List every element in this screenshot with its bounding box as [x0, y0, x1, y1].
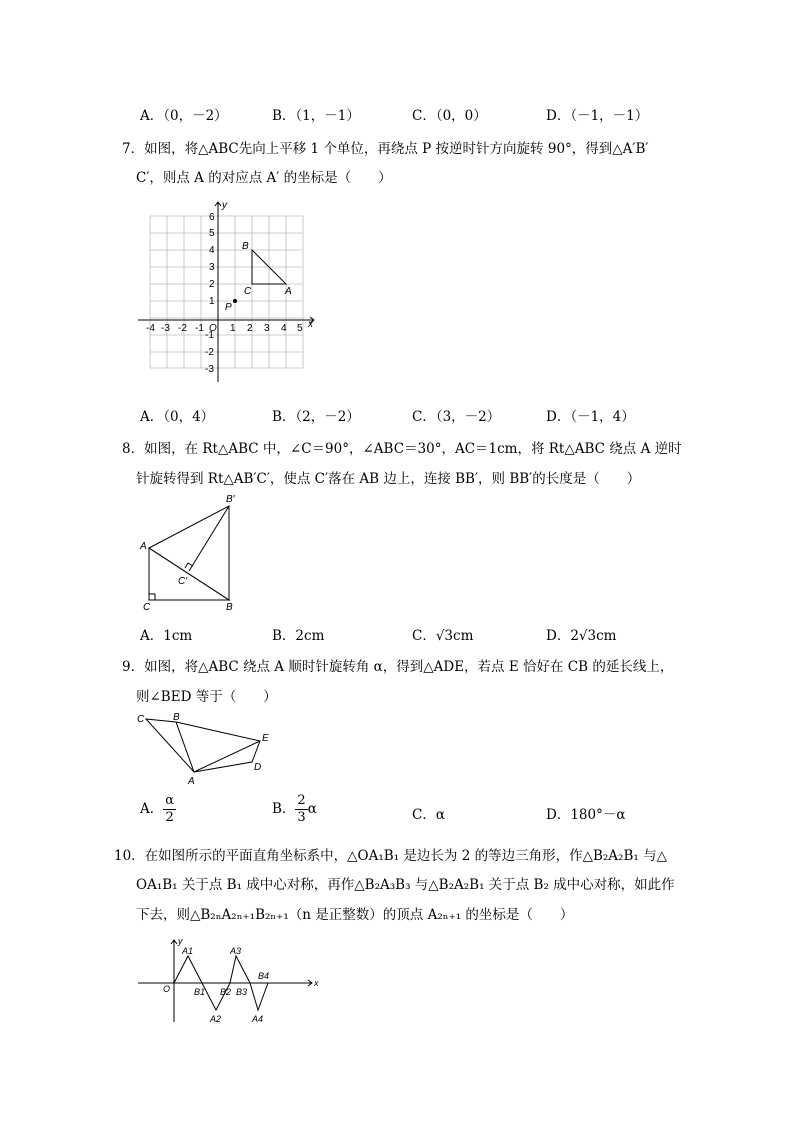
q8-option-d: D．2√3cm — [546, 628, 617, 644]
q10-label-a1: A1 — [182, 946, 194, 956]
q6-option-b: B．（1，－1） — [272, 108, 360, 124]
q7-ytick: 1 — [209, 296, 215, 307]
q7-xtick: -1 — [195, 323, 204, 334]
q8-stem-line1: 8．如图，在 Rt△ABC 中，∠C＝90°，∠ABC＝30°，AC＝1cm，将 Rt△ABC 绕点 A 逆时 — [122, 441, 682, 457]
q7-xtick: 2 — [247, 323, 253, 334]
q9-option-b-fraction — [295, 793, 307, 826]
q9-option-b-denominator: 3 — [297, 810, 306, 825]
q7-ytick: 5 — [209, 228, 215, 239]
q8-triangle-figure — [136, 492, 246, 616]
q8-label-b1: B′ — [226, 494, 235, 505]
q8-stem-line2: 针旋转得到 Rt△AB′C′，使点 C′落在 AB 边上，连接 BB′，则 BB′的长度是（ ） — [136, 471, 641, 487]
q7-xtick: 1 — [230, 323, 236, 334]
q10-label-a2: A2 — [210, 1014, 222, 1024]
q8-option-b: B．2cm — [272, 628, 325, 644]
q7-xtick: 3 — [264, 323, 270, 334]
q8-label-b: B — [226, 602, 233, 613]
q9-option-a-letter: A． — [140, 801, 164, 817]
q7-ytick: -3 — [205, 364, 214, 375]
q7-ytick: 3 — [209, 262, 215, 273]
q7-option-a: A．（0，4） — [140, 409, 215, 425]
q9-label-a: A — [188, 776, 195, 787]
q7-option-b: B．（2，－2） — [272, 409, 360, 425]
q9-triangle-abc — [146, 719, 194, 772]
q9-triangle-ade — [194, 741, 260, 772]
q7-ytick: 4 — [209, 245, 215, 256]
q7-stem-line1: 7．如图，将△ABC先向上平移 1 个单位，再绕点 P 按逆时针方向旋转 90°，得到△A′B′ — [122, 141, 649, 157]
q10-stem-line2: OA₁B₁ 关于点 B₁ 成中心对称，再作△B₂A₃B₃ 与△B₂A₂B₁ 关于点 B₂ 成中心对称，如此作 — [136, 877, 675, 893]
q8-triangle-ab1 — [149, 506, 229, 600]
q10-label-b3: B3 — [236, 987, 248, 997]
q8-segment-b1c1 — [189, 506, 229, 571]
q10-y-axis-label: y — [178, 936, 183, 946]
q7-ytick: -2 — [205, 347, 214, 358]
q7-grid — [150, 216, 303, 368]
q9-option-a — [140, 793, 176, 826]
q10-x-axis-label: x — [314, 978, 319, 988]
q7-point-p — [233, 299, 237, 303]
q10-label-b2: B2 — [220, 987, 232, 997]
q7-y-axis-label: y — [222, 200, 227, 211]
q9-label-b: B — [173, 712, 180, 723]
q7-ytick: 6 — [209, 212, 215, 223]
q9-stem-line2: 则∠BED 等于（ ） — [136, 689, 277, 705]
q9-stem-line1: 9．如图，将△ABC 绕点 A 顺时针旋转角 α，得到△ADE，若点 E 恰好在 CB 的延长线上， — [122, 659, 674, 675]
q10-label-a3: A3 — [230, 946, 242, 956]
q10-stem-line3: 下去，则△B₂ₙA₂ₙ₊₁B₂ₙ₊₁（n 是正整数）的顶点 A₂ₙ₊₁ 的坐标是（ ） — [136, 907, 574, 923]
q9-label-d: D — [254, 762, 262, 773]
q9-label-e: E — [262, 733, 269, 744]
q9-option-d: D．180°－α — [546, 807, 626, 823]
q9-extension-be — [176, 722, 260, 741]
q7-option-d: D．（－1，4） — [546, 409, 635, 425]
q8-option-c: C．√3cm — [412, 628, 474, 644]
q7-label-b: B — [242, 241, 249, 252]
q6-option-a: A．（0，－2） — [140, 108, 228, 124]
q7-origin-label: O — [209, 323, 217, 334]
q7-ytick: -1 — [205, 330, 214, 341]
q7-label-a: A — [285, 286, 292, 297]
q9-option-b-numerator: 2 — [297, 793, 306, 808]
q9-option-a-fraction — [163, 793, 176, 826]
q7-xtick: -2 — [178, 323, 187, 334]
q9-option-b-suffix: α — [307, 801, 317, 817]
q6-option-c: C．（0，0） — [412, 108, 487, 124]
q10-zigzag-figure — [134, 934, 324, 1026]
q7-xtick: -4 — [146, 323, 155, 334]
q8-option-a: A．1cm — [140, 628, 193, 644]
q7-label-c: C — [244, 286, 252, 297]
q10-label-a4: A4 — [252, 1014, 264, 1024]
q7-xtick: 4 — [281, 323, 287, 334]
q9-option-b — [272, 793, 317, 826]
q7-xtick: -3 — [161, 323, 170, 334]
q7-option-c: C．（3，－2） — [412, 409, 501, 425]
q8-label-c1: C′ — [178, 576, 188, 587]
q10-stem-line1: 10．在如图所示的平面直角坐标系中，△OA₁B₁ 是边长为 2 的等边三角形，作△B₂A₂B₁ 与△ — [114, 848, 667, 864]
q9-label-c: C — [137, 714, 145, 725]
q8-right-angle-c — [149, 594, 155, 600]
q7-ytick: 2 — [209, 279, 215, 290]
q10-label-b4: B4 — [258, 971, 270, 981]
q7-label-p: P — [225, 302, 232, 313]
q9-rotation-figure — [132, 708, 282, 788]
q10-label-b1: B1 — [194, 987, 206, 997]
q9-option-a-numerator: α — [165, 793, 175, 808]
q9-option-c: C．α — [412, 807, 445, 823]
q7-x-axis-label: x — [308, 319, 313, 330]
q9-option-a-denominator: 2 — [165, 810, 174, 825]
q9-option-b-letter: B． — [272, 801, 296, 817]
q8-label-c: C — [143, 602, 151, 613]
q8-label-a: A — [140, 541, 147, 552]
q7-stem-line2: C′，则点 A 的对应点 A′ 的坐标是（ ） — [136, 170, 392, 186]
q6-option-d: D．（－1，－1） — [546, 108, 649, 124]
q7-coordinate-figure — [130, 196, 330, 388]
q10-label-o: O — [163, 984, 171, 994]
q7-xtick: 5 — [297, 323, 303, 334]
